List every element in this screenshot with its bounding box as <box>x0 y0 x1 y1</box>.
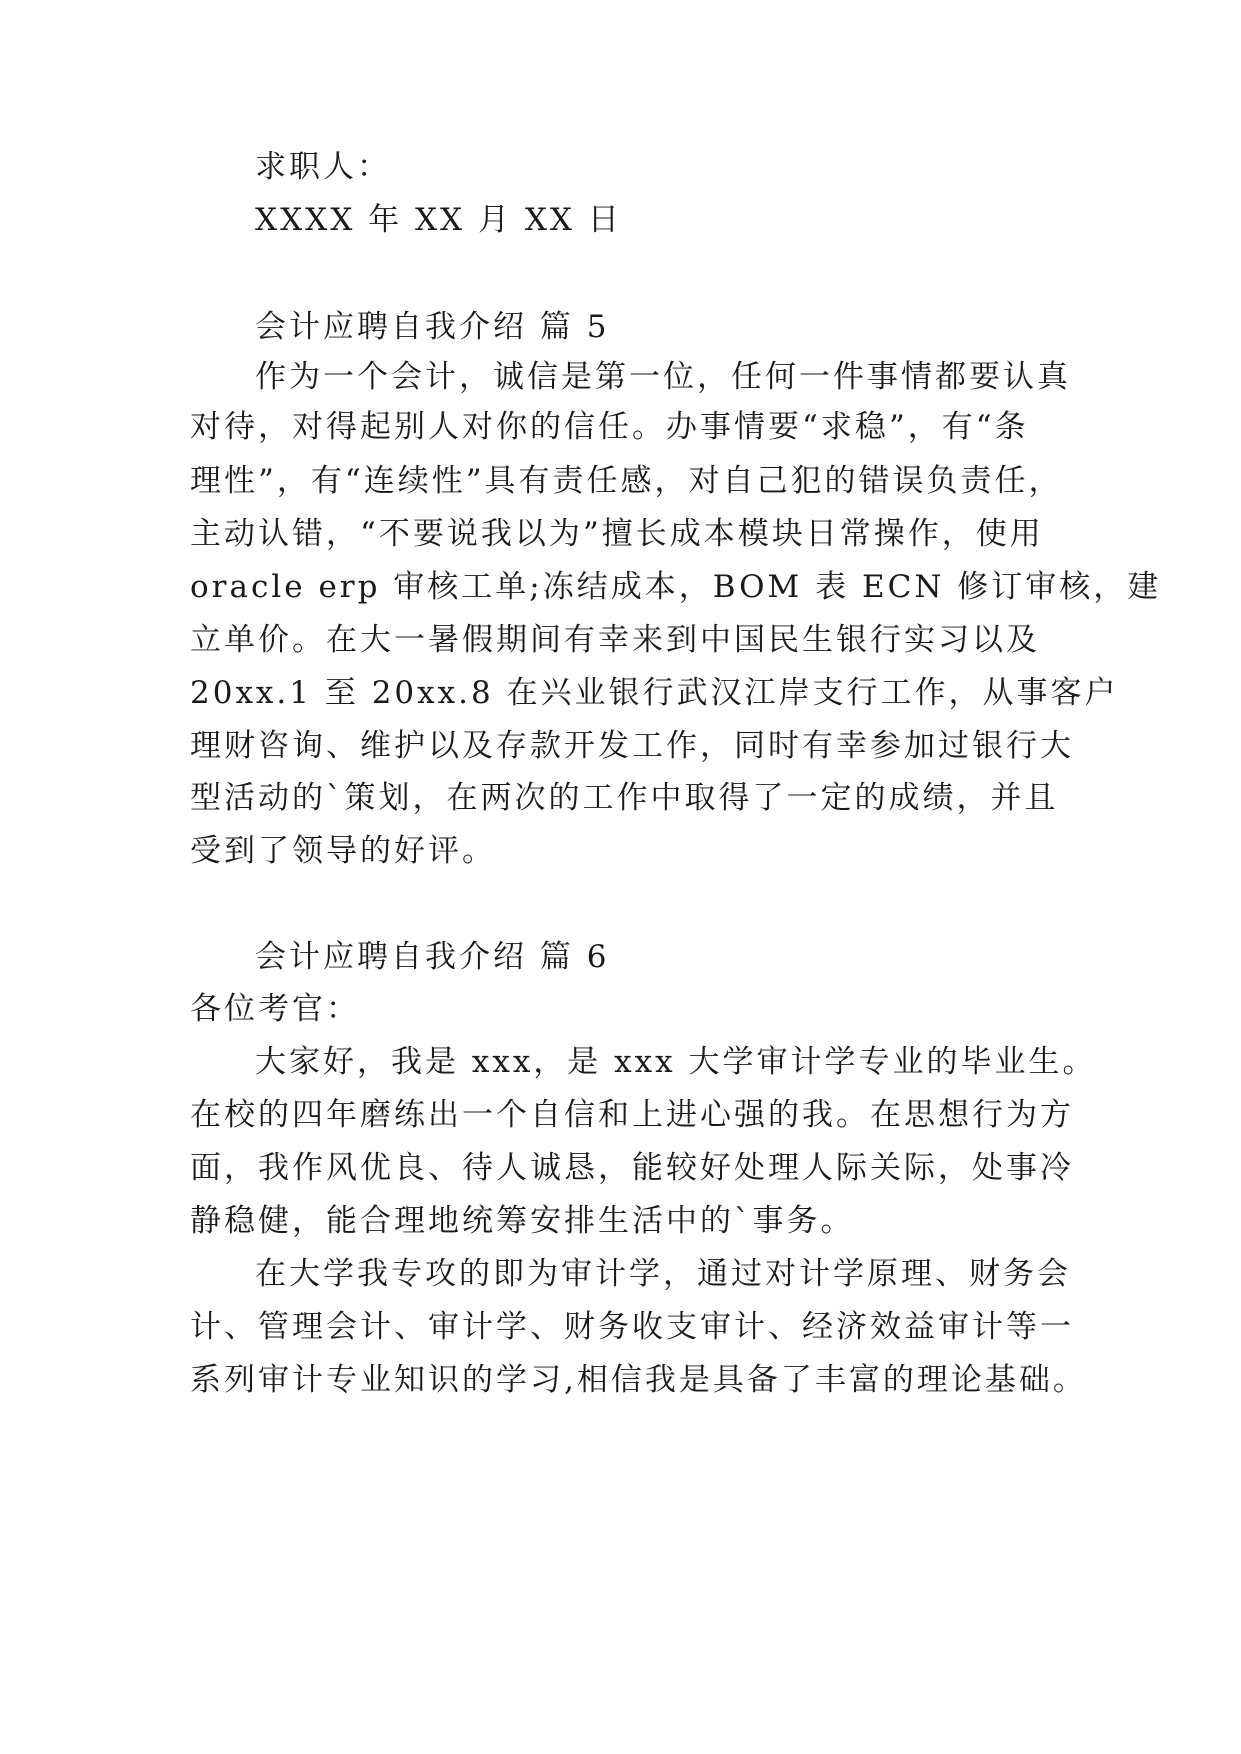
section-6-line: 计、管理会计、审计学、财务收支审计、经济效益审计等一 <box>190 1309 1074 1345</box>
signature-label: 求职人： <box>255 149 391 185</box>
section-6-line: 面，我作风优良、待人诚恳，能较好处理人际关际，处事冷 <box>190 1150 1074 1186</box>
section-5-line: 主动认错，“不要说我以为”擅长成本模块日常操作，使用 <box>190 516 1044 552</box>
section-6-salutation: 各位考官： <box>190 991 360 1027</box>
section-6-line: 静稳健，能合理地统筹安排生活中的`事务。 <box>190 1203 855 1239</box>
section-6-line: 大家好，我是 xxx，是 xxx 大学审计学专业的毕业生。 <box>255 1044 1097 1080</box>
section-6-heading: 会计应聘自我介绍 篇 6 <box>255 939 610 975</box>
signature-date: XXXX 年 XX 月 XX 日 <box>255 202 622 238</box>
section-5-line: 立单价。在大一暑假期间有幸来到中国民生银行实习以及 <box>190 622 1040 658</box>
section-5-line: 受到了领导的好评。 <box>190 833 496 869</box>
section-5-line: 作为一个会计，诚信是第一位，任何一件事情都要认真 <box>255 359 1071 395</box>
section-5-line: 型活动的`策划，在两次的工作中取得了一定的成绩，并且 <box>190 780 1059 816</box>
section-6-line: 系列审计专业知识的学习,相信我是具备了丰富的理论基础。 <box>190 1362 1087 1398</box>
section-5-line: 对待，对得起别人对你的信任。办事情要“求稳”，有“条 <box>190 409 1029 445</box>
section-5-line: 理财咨询、维护以及存款开发工作，同时有幸参加过银行大 <box>190 728 1074 764</box>
section-5-line: 20xx.1 至 20xx.8 在兴业银行武汉江岸支行工作，从事客户 <box>190 675 1119 711</box>
section-5-line: oracle erp 审核工单;冻结成本，BOM 表 ECN 修订审核，建 <box>190 569 1162 605</box>
section-5-line: 理性”，有“连续性”具有责任感，对自己犯的错误负责任， <box>190 463 1063 499</box>
section-6-line: 在校的四年磨练出一个自信和上进心强的我。在思想行为方 <box>190 1097 1074 1133</box>
section-6-line: 在大学我专攻的即为审计学，通过对计学原理、财务会 <box>255 1256 1071 1292</box>
section-5-heading: 会计应聘自我介绍 篇 5 <box>255 309 610 345</box>
